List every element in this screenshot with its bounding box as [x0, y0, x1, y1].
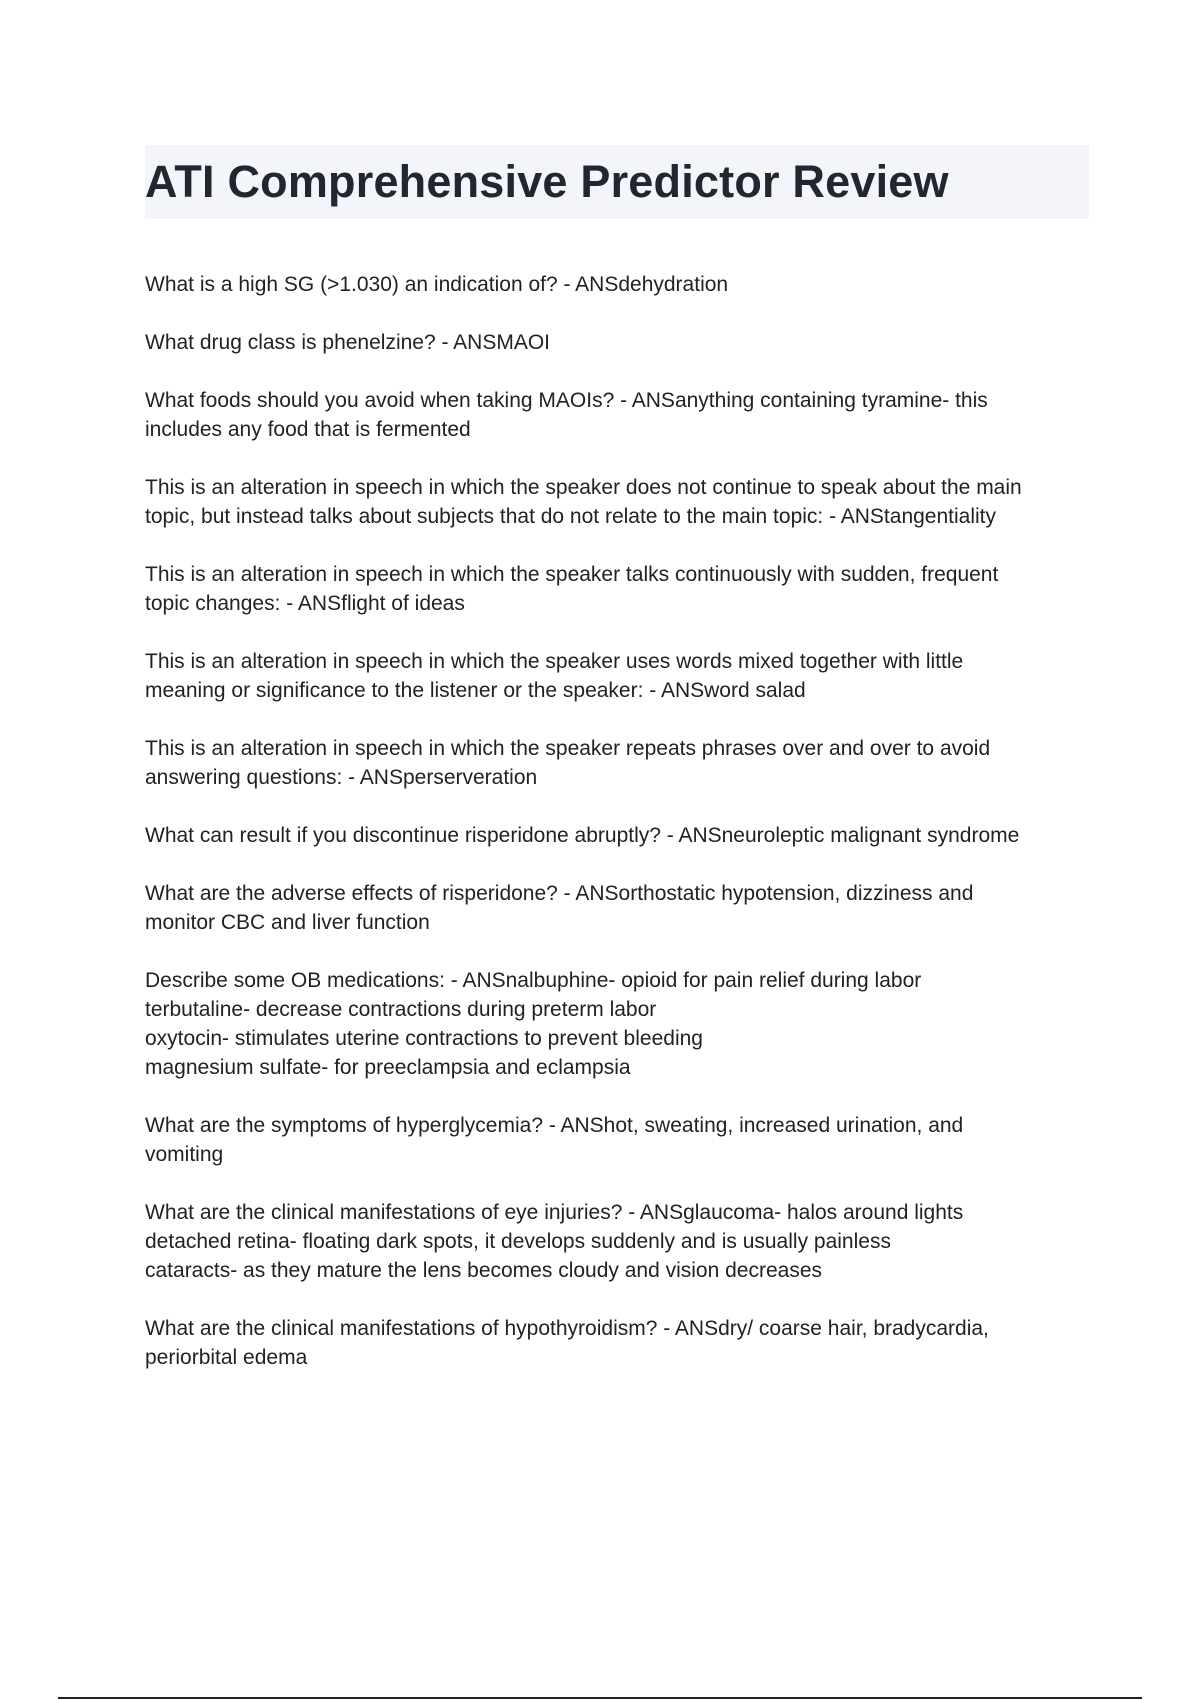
qa-line: What are the clinical manifestations of hypothyroidism? - ANSdry/ coarse hair, bradycardia,: [145, 1317, 989, 1340]
qa-line: This is an alteration in speech in which the speaker does not continue to speak about the main: [145, 476, 1022, 499]
qa-item: [145, 879, 1085, 937]
qa-line: answering questions: - ANSperserveration: [145, 766, 538, 789]
qa-line: What are the adverse effects of risperidone? - ANSorthostatic hypotension, dizziness and: [145, 882, 974, 905]
qa-line: Describe some OB medications: - ANSnalbuphine- opioid for pain relief during labor: [145, 969, 922, 992]
qa-line: What is a high SG (>1.030) an indication of? - ANSdehydration: [145, 273, 729, 296]
qa-item: [145, 270, 1085, 299]
qa-line: includes any food that is fermented: [145, 418, 471, 441]
qa-list: [145, 270, 1085, 1401]
qa-line: What are the clinical manifestations of eye injuries? - ANSglaucoma- halos around lights: [145, 1201, 964, 1224]
qa-item: [145, 966, 1085, 1082]
qa-line: This is an alteration in speech in which the speaker repeats phrases over and over to avoid: [145, 737, 991, 760]
qa-line: What foods should you avoid when taking MAOIs? - ANSanything containing tyramine- this: [145, 389, 988, 412]
qa-item: [145, 821, 1085, 850]
qa-item: [145, 560, 1085, 618]
qa-item: [145, 1198, 1085, 1285]
qa-line: meaning or significance to the listener or the speaker: - ANSword salad: [145, 679, 806, 702]
qa-line: vomiting: [145, 1143, 224, 1166]
footer-divider: [58, 1697, 1142, 1699]
document-title: ATI Comprehensive Predictor Review: [145, 156, 949, 207]
qa-item: [145, 328, 1085, 357]
qa-line: monitor CBC and liver function: [145, 911, 430, 934]
qa-item: [145, 734, 1085, 792]
qa-line: What are the symptoms of hyperglycemia? - ANShot, sweating, increased urination, and: [145, 1114, 964, 1137]
qa-line: magnesium sulfate- for preeclampsia and eclampsia: [145, 1056, 631, 1079]
qa-line: topic, but instead talks about subjects that do not relate to the main topic: - ANStangentiality: [145, 505, 997, 528]
qa-line: topic changes: - ANSflight of ideas: [145, 592, 465, 615]
qa-line: cataracts- as they mature the lens becomes cloudy and vision decreases: [145, 1259, 823, 1282]
qa-item: [145, 473, 1085, 531]
qa-item: [145, 1111, 1085, 1169]
title-banner: [145, 145, 1089, 219]
qa-line: detached retina- floating dark spots, it develops suddenly and is usually painless: [145, 1230, 891, 1253]
qa-line: This is an alteration in speech in which the speaker talks continuously with sudden, frequent: [145, 563, 999, 586]
qa-line: What drug class is phenelzine? - ANSMAOI: [145, 331, 551, 354]
qa-item: [145, 647, 1085, 705]
qa-line: periorbital edema: [145, 1346, 308, 1369]
qa-line: oxytocin- stimulates uterine contractions to prevent bleeding: [145, 1027, 703, 1050]
qa-item: [145, 1314, 1085, 1372]
qa-line: terbutaline- decrease contractions during preterm labor: [145, 998, 657, 1021]
qa-line: What can result if you discontinue risperidone abruptly? - ANSneuroleptic malignant syndrome: [145, 824, 1020, 847]
qa-item: [145, 386, 1085, 444]
qa-line: This is an alteration in speech in which the speaker uses words mixed together with little: [145, 650, 964, 673]
